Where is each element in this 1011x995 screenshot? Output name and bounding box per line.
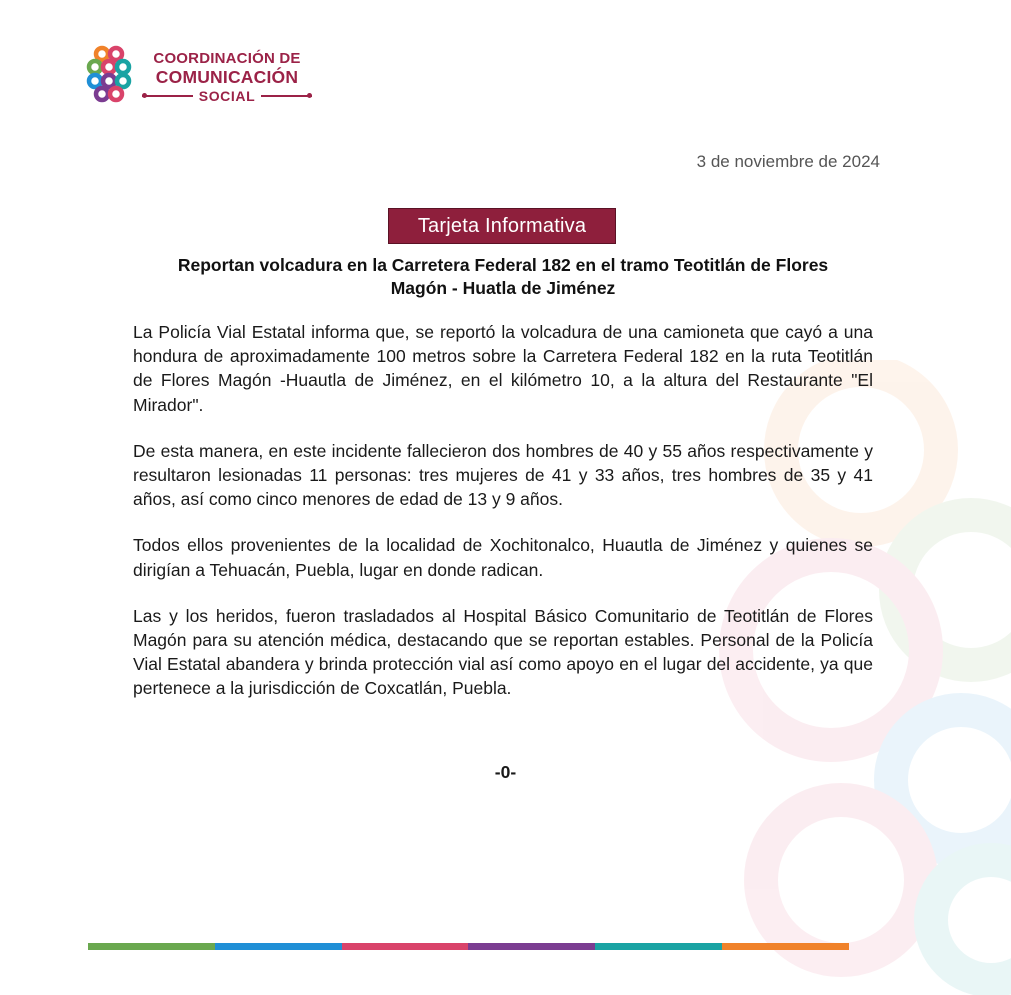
paragraph: Las y los heridos, fueron trasladados al Hospital Básico Comunitario de Teotitlán de Flores Magón para su atención médica, destacando que se reportan estables. Personal de la Policía Vial Estatal abandera y brinda protección vial así como apoyo en el lugar del accidente, ya que pertenece a la jurisdicción de Coxcatlán, Puebla.	[133, 605, 873, 699]
colorful-knot-icon	[86, 44, 134, 108]
logo-line-2: COMUNICACIÓN	[155, 67, 299, 87]
document-type-badge: Tarjeta Informativa	[388, 208, 616, 244]
stripe-segment	[88, 943, 215, 950]
logo-line-1: COORDINACIÓN DE	[153, 50, 301, 67]
paragraph: La Policía Vial Estatal informa que, se reportó la volcadura de una camioneta que cayó a una hondura de aproximadamente 100 metros sobre la Carretera Federal 182 en la ruta Teotitlán de Flores Magón -Huautla de Jiménez, en el kilómetro 10, a la altura del Restaurante "El Mirador".	[133, 322, 873, 415]
closing-mark: -0-	[494, 762, 517, 782]
stripe-segment	[595, 943, 722, 950]
paragraph: Todos ellos provenientes de la localidad de Xochitonalco, Huautla de Jiménez y quienes se dirigían a Tehuacán, Puebla, lugar en donde radican.	[133, 535, 873, 580]
headline	[133, 254, 873, 300]
document-date: 3 de noviembre de 2024	[696, 152, 880, 171]
logo	[86, 44, 306, 108]
stripe-segment	[342, 943, 469, 950]
paragraph: De esta manera, en este incidente fallecieron dos hombres de 40 y 55 años respectivamente y resultaron lesionadas 11 personas: tres mujeres de 41 y 33 años, tres hombres de 35 y 41 años, así como cinco menores de edad de 13 y 9 años.	[133, 440, 873, 510]
logo-wordmark	[142, 50, 312, 104]
headline-line-2: Magón - Huatla de Jiménez	[390, 278, 616, 298]
footer-color-stripe	[88, 943, 849, 950]
body-text	[133, 320, 873, 723]
stripe-segment	[468, 943, 595, 950]
headline-line-1: Reportan volcadura en la Carretera Federal 182 en el tramo Teotitlán de Flores	[177, 255, 829, 275]
logo-line-3: SOCIAL	[198, 88, 256, 104]
stripe-segment	[722, 943, 849, 950]
stripe-segment	[215, 943, 342, 950]
logo-divider-left	[142, 95, 193, 96]
logo-divider-right	[261, 95, 312, 96]
